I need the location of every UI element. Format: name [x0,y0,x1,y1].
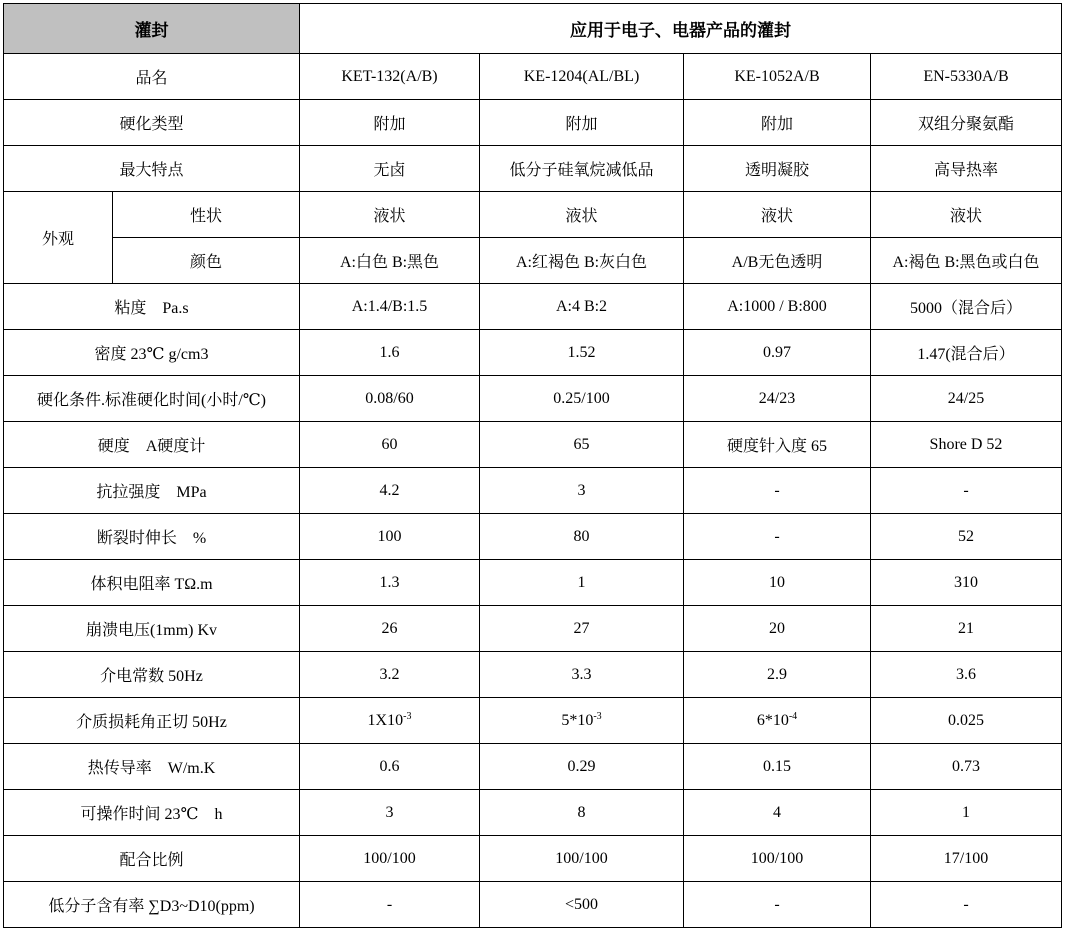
cell-value: 低分子硅氧烷减低品 [480,146,684,192]
cell-value [684,698,871,744]
value-mantissa: 5*10 [561,711,594,729]
cell-value: 3.2 [300,652,480,698]
cell-value: KE-1204(AL/BL) [480,54,684,100]
cell-value: 1.6 [300,330,480,376]
cell-value: 0.97 [684,330,871,376]
cell-value: Shore D 52 [871,422,1062,468]
cell-value: 60 [300,422,480,468]
cell-value: 0.08/60 [300,376,480,422]
cell-value: 3 [300,790,480,836]
cell-value: 0.29 [480,744,684,790]
row-label: 硬化类型 [4,100,300,146]
cell-value: 1.47(混合后） [871,330,1062,376]
table-row [4,698,1062,744]
cell-value: 硬度针入度 65 [684,422,871,468]
table-row [4,284,1062,330]
cell-value: 0.6 [300,744,480,790]
row-label: 密度 23℃ g/cm3 [4,330,300,376]
table-row [4,514,1062,560]
row-label: 硬化条件.标准硬化时间(小时/℃) [4,376,300,422]
row-label: 最大特点 [4,146,300,192]
cell-value: A:红褐色 B:灰白色 [480,238,684,284]
cell-value: 0.025 [871,698,1062,744]
cell-value: 8 [480,790,684,836]
row-label: 可操作时间 23℃ h [4,790,300,836]
table-row [4,560,1062,606]
cell-value: KET-132(A/B) [300,54,480,100]
cell-value: 310 [871,560,1062,606]
cell-value: 液状 [684,192,871,238]
cell-value: EN-5330A/B [871,54,1062,100]
cell-value: 液状 [871,192,1062,238]
table-row [4,882,1062,928]
table-row [4,744,1062,790]
cell-value: 双组分聚氨酯 [871,100,1062,146]
table-row [4,54,1062,100]
cell-value: KE-1052A/B [684,54,871,100]
cell-value: 附加 [684,100,871,146]
cell-value: 24/25 [871,376,1062,422]
cell-value: A:1.4/B:1.5 [300,284,480,330]
row-label: 介电常数 50Hz [4,652,300,698]
cell-value: 高导热率 [871,146,1062,192]
row-label: 性状 [113,192,300,238]
value-exponent: -3 [403,710,412,722]
header-category: 灌封 [4,4,300,54]
cell-value: - [871,468,1062,514]
value-mantissa: 1X10 [367,711,404,729]
value-mantissa: 6*10 [756,711,789,729]
cell-value: 0.73 [871,744,1062,790]
cell-value: 26 [300,606,480,652]
cell-value: 27 [480,606,684,652]
cell-value: - [871,882,1062,928]
cell-value: - [300,882,480,928]
cell-value: 1 [871,790,1062,836]
row-label: 热传导率 W/m.K [4,744,300,790]
cell-value: 100 [300,514,480,560]
table-row [4,330,1062,376]
cell-value [300,698,480,744]
cell-value: - [684,468,871,514]
cell-value: 100/100 [480,836,684,882]
row-label: 品名 [4,54,300,100]
table-row [4,422,1062,468]
table-row [4,606,1062,652]
row-label: 低分子含有率 ∑D3~D10(ppm) [4,882,300,928]
cell-value: A:褐色 B:黑色或白色 [871,238,1062,284]
row-label: 崩溃电压(1mm) Kv [4,606,300,652]
cell-value: 无卤 [300,146,480,192]
cell-value: A/B无色透明 [684,238,871,284]
cell-value: 透明凝胶 [684,146,871,192]
row-label: 粘度 Pa.s [4,284,300,330]
cell-value: 1.52 [480,330,684,376]
cell-value: 5000（混合后） [871,284,1062,330]
spec-table [3,3,1062,928]
table-row [4,238,1062,284]
cell-value: 3 [480,468,684,514]
table-header-row [4,4,1062,54]
value-exponent: -3 [593,710,602,722]
cell-value: 3.6 [871,652,1062,698]
cell-value: 1.3 [300,560,480,606]
row-label: 断裂时伸长 % [4,514,300,560]
cell-value: 液状 [480,192,684,238]
cell-value: 24/23 [684,376,871,422]
row-label: 配合比例 [4,836,300,882]
header-application: 应用于电子、电器产品的灌封 [300,4,1062,54]
cell-value: 0.25/100 [480,376,684,422]
cell-value: A:白色 B:黑色 [300,238,480,284]
cell-value: 65 [480,422,684,468]
row-label: 介质损耗角正切 50Hz [4,698,300,744]
table-row [4,146,1062,192]
table-row [4,376,1062,422]
cell-value: - [684,514,871,560]
cell-value: 4.2 [300,468,480,514]
cell-value: 附加 [300,100,480,146]
cell-value: 20 [684,606,871,652]
cell-value: 2.9 [684,652,871,698]
table-row [4,192,1062,238]
cell-value: A:1000 / B:800 [684,284,871,330]
cell-value: 17/100 [871,836,1062,882]
cell-value: 附加 [480,100,684,146]
row-label: 体积电阻率 TΩ.m [4,560,300,606]
row-label: 颜色 [113,238,300,284]
cell-value: 21 [871,606,1062,652]
cell-value [480,698,684,744]
cell-value: - [684,882,871,928]
value-exponent: -4 [788,710,798,722]
cell-value: A:4 B:2 [480,284,684,330]
table-row [4,652,1062,698]
table-row [4,468,1062,514]
row-label: 抗拉强度 MPa [4,468,300,514]
cell-value: 100/100 [684,836,871,882]
cell-value: 0.15 [684,744,871,790]
row-label: 硬度 A硬度计 [4,422,300,468]
table-row [4,790,1062,836]
cell-value: 100/100 [300,836,480,882]
cell-value: 液状 [300,192,480,238]
table-row [4,836,1062,882]
cell-value: 52 [871,514,1062,560]
cell-value: 4 [684,790,871,836]
appearance-group-label: 外观 [4,192,113,284]
table-row [4,100,1062,146]
cell-value: 10 [684,560,871,606]
cell-value: <500 [480,882,684,928]
cell-value: 1 [480,560,684,606]
cell-value: 80 [480,514,684,560]
cell-value: 3.3 [480,652,684,698]
